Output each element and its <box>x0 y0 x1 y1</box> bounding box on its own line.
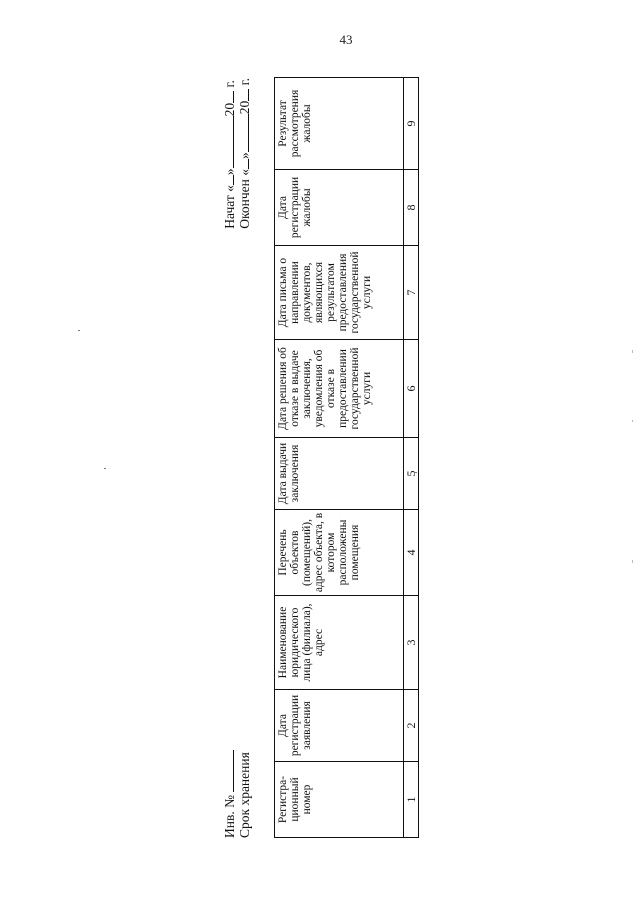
started-year-blank <box>222 91 234 103</box>
column-number: 6 <box>404 340 419 438</box>
dates-meta <box>222 78 252 229</box>
column-header: Дата решения об отказе в выдаче заключения, уведомления об отказе в предоставлении государственной услуги <box>275 340 404 438</box>
storage-label: Срок хранения <box>237 752 252 838</box>
started-day-blank <box>222 175 234 185</box>
inventory-number-line <box>222 750 237 838</box>
column-number-row <box>404 78 419 838</box>
column-number: 9 <box>404 78 419 170</box>
ended-year-blank <box>237 89 249 101</box>
ended-year-end: г. <box>237 78 252 86</box>
column-number: 8 <box>404 170 419 246</box>
column-number: 3 <box>404 596 419 690</box>
started-year-end: г. <box>222 80 237 88</box>
column-header: Дата регистрации жалобы <box>275 170 404 246</box>
column-number: 2 <box>404 690 419 762</box>
column-header: Регистра-ционный номер <box>275 762 404 838</box>
column-header: Дата регистрации заявления <box>275 690 404 762</box>
ended-prefix: Окончен « <box>237 169 252 229</box>
column-number: 1 <box>404 762 419 838</box>
column-number: 7 <box>404 246 419 340</box>
inventory-blank <box>222 750 234 792</box>
ended-line <box>237 78 252 229</box>
column-number: 4 <box>404 510 419 596</box>
column-header: Наименование юридического лица (филиала), адрес <box>275 596 404 690</box>
ended-mid: » <box>237 152 252 160</box>
storage-term-line <box>237 750 252 838</box>
column-number: 5 <box>404 438 419 510</box>
started-year-prefix: 20 <box>222 102 237 117</box>
ended-month-blank <box>237 114 249 152</box>
archive-meta <box>222 750 252 838</box>
column-header: Результат рассмотрения жалобы <box>275 78 404 170</box>
register-table <box>274 77 419 838</box>
ended-day-blank <box>237 159 249 169</box>
started-mid: » <box>222 168 237 176</box>
started-prefix: Начат « <box>222 185 237 229</box>
column-header: Дата письма о направлении документов, являющихся результатом предоставления государственной услуги <box>275 246 404 340</box>
register-header <box>222 78 272 838</box>
ended-year-prefix: 20 <box>237 100 252 115</box>
rotated-register-form <box>222 78 418 838</box>
table-header-row <box>275 78 404 838</box>
started-line <box>222 78 237 229</box>
inventory-label: Инв. № <box>222 795 237 838</box>
column-header: Перечень объектов (помещений), адрес объекта, в котором расположены помещения <box>275 510 404 596</box>
column-header: Дата выдачи заключения <box>275 438 404 510</box>
started-month-blank <box>222 116 234 168</box>
page-number: 43 <box>339 32 353 47</box>
